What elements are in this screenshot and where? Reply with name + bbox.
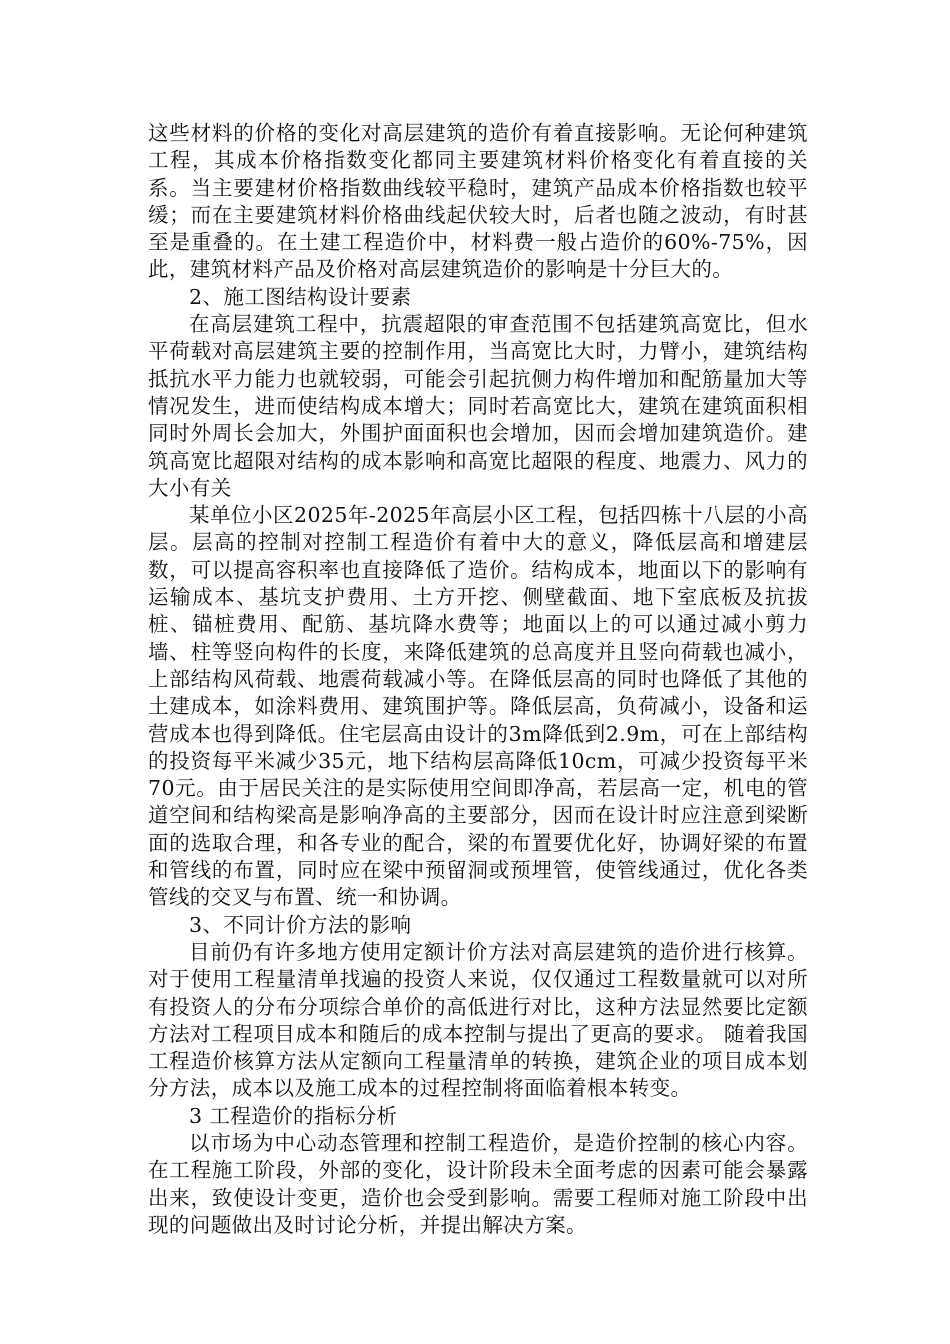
paragraph-dynamic-cost-control: 以市场为中心动态管理和控制工程造价，是造价控制的核心内容。在工程施工阶段，外部的变化，设计阶段未全面考虑的因素可能会暴露出来，致使设计变更，造价也会受到影响。需要工程师对施工阶段中出现的问题做出及时讨论分析，并提出解决方案。 — [148, 1130, 808, 1237]
section-heading-cost-index-analysis: 3 工程造价的指标分析 — [189, 1103, 398, 1128]
paragraph-pricing-methods: 目前仍有许多地方使用定额计价方法对高层建筑的造价进行核算。对于使用工程量清单找遍的投资人来说，仅仅通过工程数量就可以对所有投资人的分布分项综合单价的高低进行对比，这种方法显然要比定额方法对工程项目成本和随后的成本控制与提出了更高的要求。 随着我国工程造价核算方法从定额向工程量清单的转换，建筑企业的项目成本划分方法，成本以及施工成本的过程控制将面临着根本转变。 — [148, 939, 808, 1101]
section-heading-pricing-methods: 3、不同计价方法的影响 — [189, 912, 412, 937]
paragraph-height-width-ratio: 在高层建筑工程中，抗震超限的审查范围不包括建筑高宽比，但水平荷载对高层建筑主要的控制作用，当高宽比大时，力臂小，建筑结构抵抗水平力能力也就较弱，可能会引起抗侧力构件增加和配筋量加大等情况发生，进而使结构成本增大；同时若高宽比大，建筑在建筑面积相同时外周长会加大，外围护面面积也会增加，因而会增加建筑造价。建筑高宽比超限对结构的成本影响和高宽比超限的程度、地震力、风力的大小有关 — [148, 312, 808, 500]
section-heading-structural-design: 2、施工图结构设计要素 — [189, 284, 412, 309]
paragraph-material-cost: 这些材料的价格的变化对高层建筑的造价有着直接影响。无论何种建筑工程，其成本价格指数变化都同主要建筑材料价格变化有着直接的关系。当主要建材价格指数曲线较平稳时，建筑产品成本价格指数也较平缓；而在主要建筑材料价格曲线起伏较大时，后者也随之波动，有时甚至是重叠的。在土建工程造价中，材料费一般占造价的60%-75%，因此，建筑材料产品及价格对高层建筑造价的影响是十分巨大的。 — [148, 121, 808, 282]
document-body — [148, 120, 808, 1239]
paragraph-floor-height-case: 某单位小区2025年-2025年高层小区工程，包括四栋十八层的小高层。层高的控制对控制工程造价有着中大的意义，降低层高和增建层数，可以提高容积率也直接降低了造价。结构成本，地面以下的影响有运输成本、基坑支护费用、土方开挖、侧壁截面、地下室底板及抗拔桩、锚桩费用、配筋、基坑降水费等；地面以上的可以通过减小剪力墙、柱等竖向构件的长度，来降低建筑的总高度并且竖向荷载也减小，上部结构风荷载、地震荷载减小等。在降低层高的同时也降低了其他的土建成本，如涂料费用、建筑围护等。降低层高，负荷减小，设备和运营成本也得到降低。住宅层高由设计的3m降低到2.9m，可在上部结构的投资每平米减少35元，地下结构层高降低10cm，可减少投资每平米70元。由于居民关注的是实际使用空间即净高，若层高一定，机电的管道空间和结构梁高是影响净高的主要部分，因而在设计时应注意到梁断面的选取合理，和各专业的配合，梁的布置要优化好，协调好梁的布置和管线的布置，同时应在梁中预留洞或预埋管，使管线通过，优化各类管线的交叉与布置、统一和协调。 — [148, 503, 808, 910]
